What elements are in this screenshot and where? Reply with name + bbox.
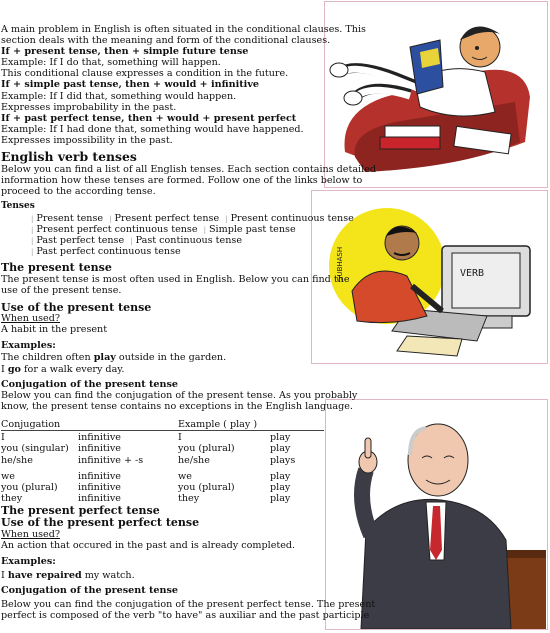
verb-tenses-text: Below you can find a list of all English tenses. Each section contains detailed xyxy=(1,164,377,175)
conjugation-heading: Conjugation of the present tense xyxy=(1,379,179,390)
table-row: you (plural) infinitive you (plural) play xyxy=(1,482,291,494)
tense-link-past-perfect[interactable]: Past perfect tense xyxy=(36,235,125,246)
conjugation-text: know, the present tense contains no exceptions in the English language. xyxy=(1,401,353,412)
verb-tenses-text: information how these tenses are formed. Follow one of the links below to xyxy=(1,175,363,186)
conditional-example: Example: If I did that, something would happen. xyxy=(1,91,237,102)
tense-link-simple-past[interactable]: Simple past tense xyxy=(208,224,296,235)
verb-tenses-text: proceed to the according tense. xyxy=(1,186,156,197)
conditional-form: If + simple past tense, then + would + infinitive xyxy=(1,79,259,90)
intro-paragraph-line: A main problem in English is often situated in the conditional clauses. This xyxy=(1,24,366,35)
when-used-text: A habit in the present xyxy=(1,324,108,335)
example-sentence: I go for a walk every day. xyxy=(1,364,125,375)
table-header-row xyxy=(1,419,324,431)
tense-link-past-continuous[interactable]: Past continuous tense xyxy=(135,235,242,246)
artist-signature: SUBHASH xyxy=(336,246,344,281)
verb-tenses-heading: English verb tenses xyxy=(1,149,137,164)
conjugation-text: Below you can find the conjugation of the present perfect tense. The present xyxy=(1,599,376,610)
intro-paragraph-line: section deals with the meaning and form of the conditional clauses. xyxy=(1,35,331,46)
conditional-example: Example: If I had done that, something would have happened. xyxy=(1,124,304,135)
table-row: you (singular) infinitive you (plural) play xyxy=(1,443,291,455)
tense-link-row: | Past perfect continuous tense xyxy=(31,246,181,257)
tense-link-present[interactable]: Present tense xyxy=(36,213,104,224)
conjugation-table xyxy=(1,419,324,504)
tense-link-present-perfect[interactable]: Present perfect tense xyxy=(114,213,220,224)
tense-link-past-perfect-continuous[interactable]: Past perfect continuous tense xyxy=(36,246,181,257)
tenses-label: Tenses xyxy=(1,201,35,211)
conditional-form: If + past perfect tense, then + would + present perfect xyxy=(1,113,297,124)
table-row: we infinitive we play xyxy=(1,470,291,482)
table-header xyxy=(270,419,324,431)
when-used-label: When used? xyxy=(1,529,61,540)
lecturing-man-illustration xyxy=(325,399,548,630)
conditional-form: If + present tense, then + simple future tense xyxy=(1,46,249,57)
conjugation-heading: Conjugation of the present tense xyxy=(1,585,179,596)
when-used-label: When used? xyxy=(1,313,61,324)
conditional-note: Expresses impossibility in the past. xyxy=(1,135,173,146)
example-sentence: The children often play outside in the garden. xyxy=(1,352,227,363)
tense-link-row: | Present perfect continuous tense | Simple past tense xyxy=(31,224,296,235)
present-tense-text: The present tense is most often used in English. Below you can find the xyxy=(1,274,350,285)
use-present-perfect-heading: Use of the present perfect tense xyxy=(1,516,200,529)
examples-label: Examples: xyxy=(1,340,56,351)
table-row: they infinitive they play xyxy=(1,493,291,505)
table-header xyxy=(78,419,178,431)
conditional-note: This conditional clause expresses a condition in the future. xyxy=(1,68,289,79)
tense-link-row: | Present tense | Present perfect tense | Present continuous tense xyxy=(31,213,354,224)
table-row: he/she infinitive + -s he/she plays xyxy=(1,454,296,466)
table-row: I infinitive I play xyxy=(1,432,291,444)
example-sentence: I have repaired my watch. xyxy=(1,570,135,581)
when-used-text: An action that occured in the past and is already completed. xyxy=(1,540,296,551)
present-tense-heading: The present tense xyxy=(1,261,112,274)
tense-link-present-perfect-continuous[interactable]: Present perfect continuous tense xyxy=(36,224,198,235)
conditional-example: Example: If I do that, something will happen. xyxy=(1,57,221,68)
use-present-heading: Use of the present tense xyxy=(1,301,152,314)
present-perfect-heading: The present perfect tense xyxy=(1,504,160,517)
conjugation-text: perfect is composed of the verb "to have" as auxiliar and the past participle xyxy=(1,610,370,621)
table-header: Conjugation xyxy=(1,419,61,430)
present-tense-text: use of the present tense. xyxy=(1,285,122,296)
tense-link-row: | Past perfect tense | Past continuous tense xyxy=(31,235,242,246)
conditional-note: Expresses improbability in the past. xyxy=(1,102,177,113)
tense-link-present-continuous[interactable]: Present continuous tense xyxy=(230,213,354,224)
table-header: Example ( play ) xyxy=(178,419,258,430)
monitor-label: VERB xyxy=(460,268,485,279)
examples-label: Examples: xyxy=(1,556,56,567)
conjugation-text: Below you can find the conjugation of the present tense. As you probably xyxy=(1,390,358,401)
